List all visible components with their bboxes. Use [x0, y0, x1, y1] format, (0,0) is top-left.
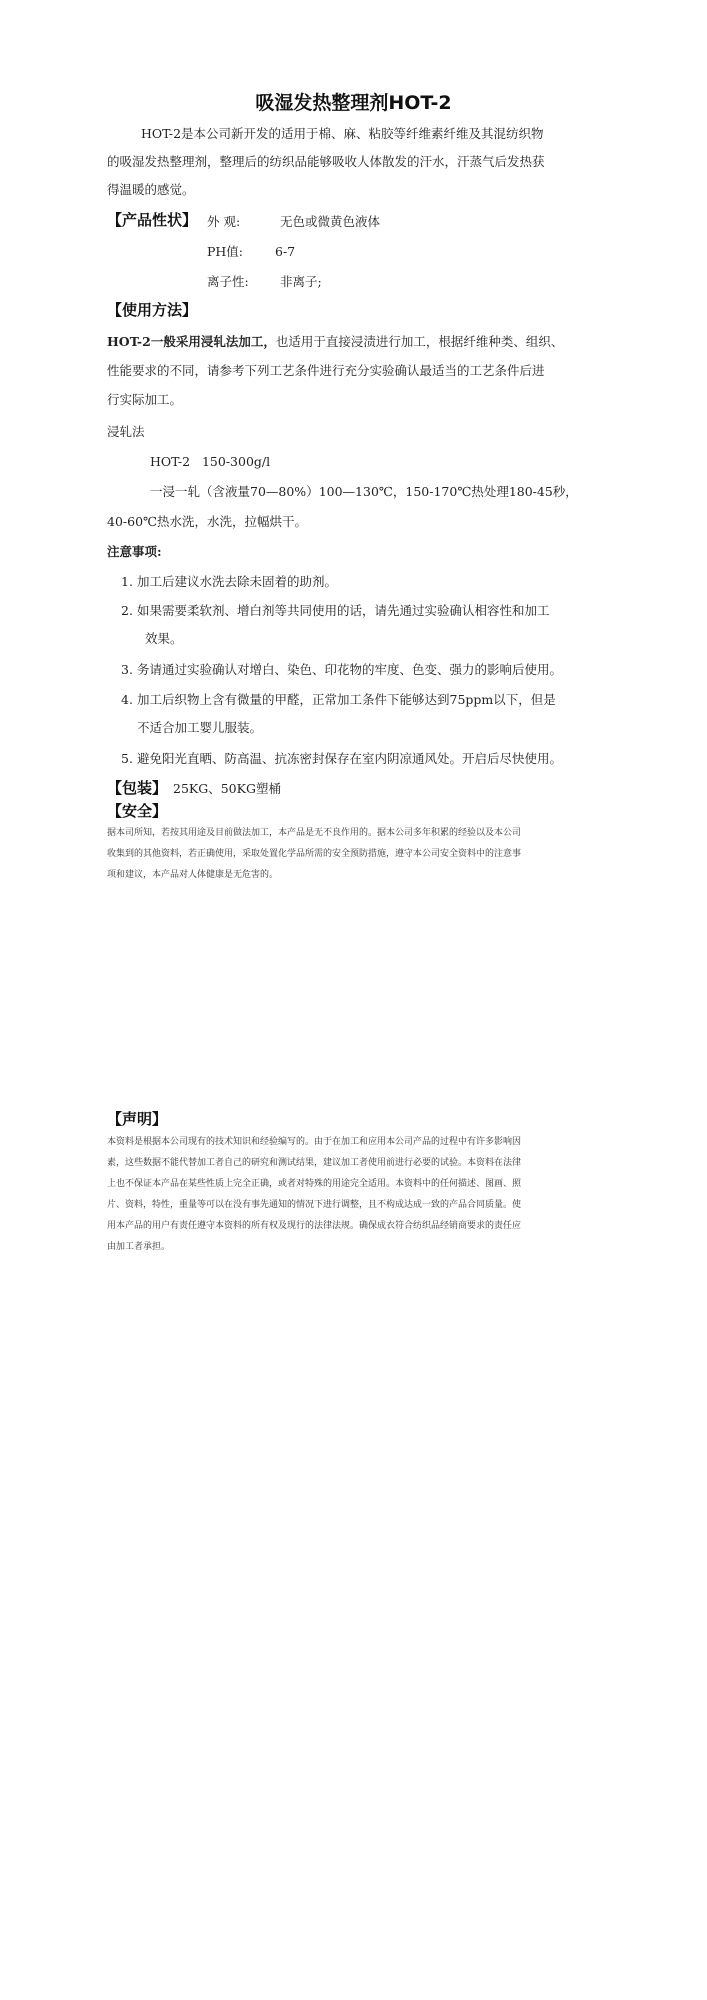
usage-method: 浸轧法: [107, 424, 145, 439]
safety-heading: 【安全】: [107, 802, 168, 820]
usage-line-1: [107, 328, 563, 356]
note-text: 务请通过实验确认对增白、染色、印花物的牢度、色变、强力的影响后使用。: [137, 662, 563, 677]
properties-heading: 【产品性状】: [107, 211, 198, 229]
property-ionic-label: 离子性:: [207, 274, 249, 289]
note-text: 加工后建议水洗去除未固着的助剂。: [137, 574, 338, 589]
note-number: 2.: [121, 603, 133, 618]
intro-line-1: HOT-2是本公司新开发的适用于棉、麻、粘胶等纤维素纤维及其混纺织物: [141, 126, 544, 141]
usage-process-line-2: 40-60℃热水洗，水洗，拉幅烘干。: [107, 514, 308, 529]
usage-line-3: 行实际加工。: [107, 392, 183, 407]
notes-heading: 注意事项:: [107, 544, 162, 559]
property-ph-value: 6-7: [275, 244, 296, 259]
packaging-heading: 【包装】: [107, 779, 168, 797]
property-ph-label: PH值:: [207, 244, 244, 259]
property-ionic-value: 非离子;: [280, 274, 322, 289]
note-item-5: [121, 745, 562, 773]
note-item-3: [121, 656, 562, 684]
statement-heading: 【声明】: [107, 1110, 168, 1128]
usage-line-1-rest: 也适用于直接浸渍进行加工，根据纤维种类、组织、: [275, 334, 564, 349]
usage-process-line-1: 一浸一轧（含液量70—80%）100—130℃，150-170℃热处理180-45秒，: [150, 484, 578, 499]
statement-line-6: 由加工者承担。: [107, 1242, 171, 1252]
statement-line-5: 用本产品的用户有责任遵守本资料的所有权及现行的法律法规。确保成衣符合纺织品经销商要求的责任应: [107, 1221, 522, 1231]
note-text: 加工后织物上含有微量的甲醛，正常加工条件下能够达到75ppm以下，但是: [137, 692, 556, 707]
intro-line-3: 得温暖的感觉。: [107, 182, 195, 197]
usage-heading: 【使用方法】: [107, 301, 198, 319]
statement-line-3: 上也不保证本产品在某些性质上完全正确，或者对特殊的用途完全适用。本资料中的任何描述、图画、照: [107, 1179, 522, 1189]
note-item-2-cont: 效果。: [145, 631, 183, 646]
packaging-value: 25KG、50KG塑桶: [173, 781, 281, 796]
note-number: 4.: [121, 692, 133, 707]
note-number: 3.: [121, 662, 133, 677]
safety-line-2: 收集到的其他资料，若正确使用，采取处置化学品所需的安全预防措施，遵守本公司安全资料中的注意事: [107, 849, 522, 859]
note-number: 5.: [121, 751, 133, 766]
document-title: 吸湿发热整理剂HOT-2: [255, 92, 452, 114]
note-text: 避免阳光直晒、防高温、抗冻密封保存在室内阴凉通风处。开启后尽快使用。: [137, 751, 563, 766]
note-item-2: [121, 597, 550, 625]
note-item-4: [121, 686, 556, 714]
property-appearance-label: 外 观:: [207, 214, 241, 229]
note-item-1: [121, 568, 337, 596]
statement-line-2: 素，这些数据不能代替加工者自己的研究和测试结果，建议加工者使用前进行必要的试验。本资料在法律: [107, 1158, 522, 1168]
safety-line-1: 据本司所知，若按其用途及目前做法加工，本产品是无不良作用的。据本公司多年积累的经验以及本公司: [107, 828, 522, 838]
statement-line-1: 本资料是根据本公司现有的技术知识和经验编写的。由于在加工和应用本公司产品的过程中有许多影响因: [107, 1137, 522, 1147]
property-appearance-value: 无色或微黄色液体: [280, 214, 381, 229]
usage-line-2: 性能要求的不同，请参考下列工艺条件进行充分实验确认最适当的工艺条件后进: [107, 363, 545, 378]
safety-line-3: 项和建议，本产品对人体健康是无危害的。: [107, 870, 279, 880]
usage-dosage: HOT-2 150-300g/l: [150, 454, 271, 469]
statement-line-4: 片、资料，特性，重量等可以在没有事先通知的情况下进行调整，且不构成达成一致的产品合同质量。使: [107, 1200, 522, 1210]
note-item-4-cont: 不适合加工婴儿服装。: [137, 720, 263, 735]
usage-line-1-bold: HOT-2一般采用浸轧法加工，: [107, 334, 276, 349]
note-number: 1.: [121, 574, 133, 589]
intro-line-2: 的吸湿发热整理剂，整理后的纺织品能够吸收人体散发的汗水，汗蒸气后发热获: [107, 154, 545, 169]
note-text: 如果需要柔软剂、增白剂等共同使用的话，请先通过实验确认相容性和加工: [137, 603, 550, 618]
